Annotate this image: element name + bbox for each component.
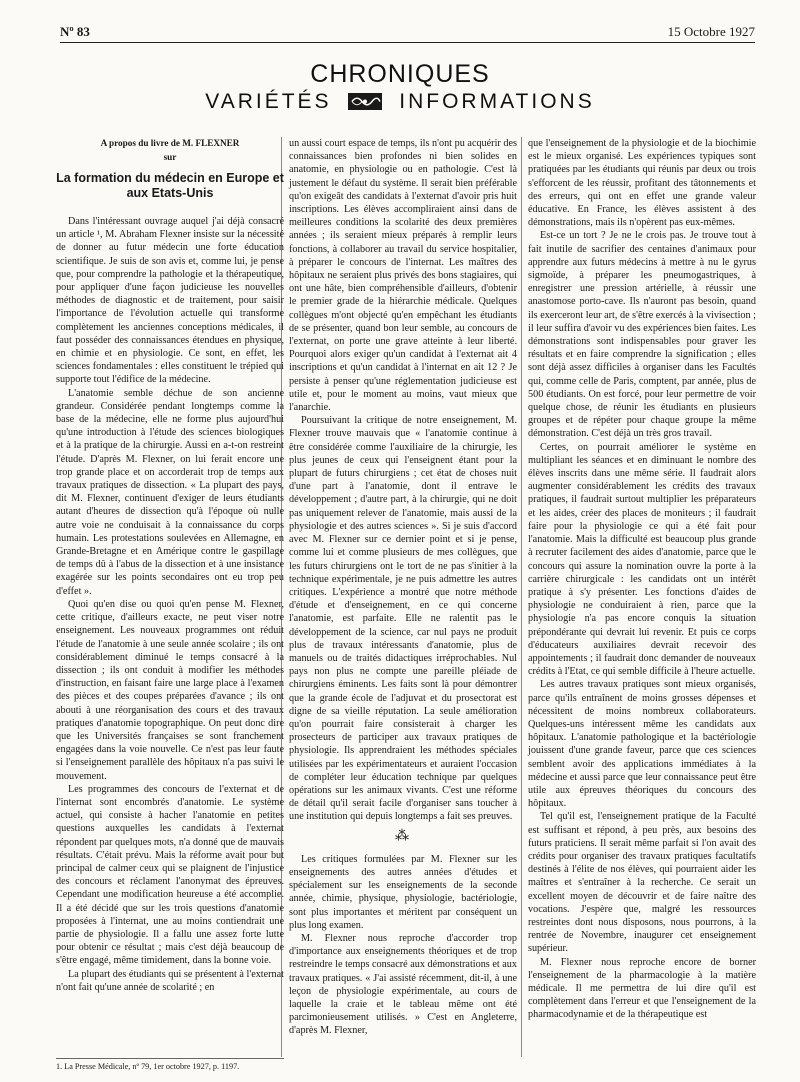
paragraph: un aussi court espace de temps, ils n'ont pu acquérir des connaissances bien profondes ni bien solides en anatomie, en physiologie ou en pathologie. C'est là justement le défaut du système. Il serait bien préférable qu'on exigeât des candidats à l'externat d'avoir pris huit inscriptions. Les élèves accompliraient ainsi dans de meilleures conditions la scolarité des deux premières années ; ils seraient mieux préparés à remplir leurs fonctions, à collaborer au travail du service hospitalier, à préparer le concours de l'internat. Les maîtres des hôpitaux ne seraient plus privés des bons stagiaires, qui ont une hâte, bien compréhensible d'ailleurs, d'obtenir le premier grade de la hiérarchie médicale. Quelques collègues m'ont objecté qu'en empêchant les étudiants de se présenter, quand bon leur semble, au concours de l'externat, on porte une grave atteinte à leur liberté. Pourquoi alors exiger qu'un candidat à l'externat ait 4 inscriptions et qu'un candidat à l'internat en ait 12 ? Je persiste à penser qu'une réglementation judicieuse est utile et, pour le moment au moins, vaut mieux que l'anarchie. (289, 138, 517, 414)
article-intro: A propos du livre de M. FLEXNER (100, 138, 240, 148)
paragraph: L'anatomie semble déchue de son ancienne grandeur. Considérée pendant longtemps comme la base de la médecine, elle ne forme plus aujourd'hui qu'une introduction à l'étude des sciences biologiques et à la pratique de la chirurgie. Aussi en a-t-on restreint l'étude. D'après M. Flexner, on lui ferait encore une trop grande place et on accorderait trop de temps aux travaux pratiques de dissection. « La plupart des pays, dit M. Flexner, continuent d'exiger de leurs étudiants autant d'heures de dissection qu'à l'époque où nulle autre voie ne conduisait à la connaissance du corps humain. Les protestations soulevées en Allemagne, en Grande-Bretagne et en Amérique contre le gaspillage de temps dû à l'abus de la dissection et à une insistance exagérée sur les points secondaires ont eu trop peu d'effet ». (56, 387, 284, 597)
column-1 (56, 137, 284, 994)
paragraph: M. Flexner nous reproche d'accorder trop d'importance aux enseignements théoriques et de trop restreindre le temps consacré aux démonstrations et aux travaux pratiques. « J'ai assisté récemment, dit-il, à une leçon de physiologie expérimentale, au cours de laquelle la craie et le tableau même ont été parcimonieusement utilisés. » C'est en Angleterre, d'après M. Flexner, (289, 932, 517, 1037)
paragraph: que l'enseignement de la physiologie et de la biochimie est le mieux organisé. Les expériences typiques sont pratiquées par les étudiants qui réunis par deux ou trois s'efforcent de les réussir, profitant des tâtonnements et des erreurs, qui ont en effet une grande valeur éducative. En France, les élèves assistent à des démonstrations, mais ils n'opèrent pas eux-mêmes. (528, 138, 756, 229)
section-break-asterism: ⁂ (395, 828, 411, 844)
paragraph: Les autres travaux pratiques sont mieux organisés, parce qu'ils entraînent de moins grosses dépenses et nécessitent de moins nombreux collaborateurs. Quelques-uns intéressent même les candidats aux hôpitaux. L'anatomie pathologique et la bactériologie jouissent d'une grande faveur, parce que ces sciences semblent avoir des applications immédiates à la médecine et aussi parce que leur connaissance peut être utile aux épreuves théoriques du concours des hôpitaux. (528, 679, 756, 810)
paragraph: Les programmes des concours de l'externat et de l'internat sont encombrés d'anatomie. Le système actuel, qui consiste à hacher l'anatomie en petites questions auxquelles les candidats à l'externat répondent par quelques mots, n'a donné que de mauvais résultats. C'était prévu. Mais la réforme avait pour but principal de calmer ceux qui se plaignent de l'injustice des concours et réclament l'anonymat des épreuves. Cependant une modification heureuse a été accomplie. Il a été décidé que sur les trois questions d'anatomie proposées à l'internat, une au moins contiendrait une partie de physiologie. Il a fallu une assez forte lutte pour obtenir ce résultat ; mais c'est déjà beaucoup de s'être engagé, même timidement, dans la bonne voie. (56, 783, 284, 967)
page-header-rule (60, 22, 755, 43)
issue-number: Nº 83 (60, 24, 90, 39)
paragraph: Les critiques formulées par M. Flexner sur les enseignements des autres années d'études et spécialement sur les enseignements de la seconde année, chimie, physique, physiologie, bactériologie, sont plus importantes et méritent par conséquent un plus long examen. (289, 853, 517, 931)
issue-date: 15 Octobre 1927 (667, 24, 755, 39)
section-subtitle (0, 90, 800, 114)
paragraph: Certes, on pourrait améliorer le système en multipliant les séances et en diminuant le nombre des élèves inscrits dans une même série. Il faudrait alors augmenter considérablement les crédits des travaux pratiques, il faudrait surtout multiplier les préparateurs et les aides, créer des places de moniteurs ; il faudrait faire pour la physiologie ce qui a été fait pour l'anatomie. Mais la difficulté est beaucoup plus grande à recruter facilement des aides d'anatomie, parce que le concours qui assure la nomination ouvre la porte à la carrière chirurgicale : les candidats ont un intérêt pratique à s'y présenter. Les fonctions d'aides de physiologie ne conduiraient à rien, parce que la physiologie n'a pas encore conquis la situation prépondérante qui devrait lui revenir. Et puis ce corps d'éducateurs auxiliaires devrait recevoir des appointements ; il faudrait donc demander de nouveaux crédits à l'Etat, ce qui semble difficile à l'heure actuelle. (528, 441, 756, 678)
column-3 (528, 137, 756, 1022)
paragraph: Dans l'intéressant ouvrage auquel j'ai déjà consacré un article ¹, M. Abraham Flexner insiste sur la nécessité de donner au futur médecin une forte éducation scientifique. Je suis de son avis et, comme lui, je pense que, pour comprendre la pathologie et la thérapeutique, pour appliquer d'une façon judicieuse les nouvelles méthodes de diagnostic et de traitement, pour saisir l'importance de l'évolution actuelle qui transforme complètement les anciennes conceptions médicales, il faut posséder des connaissances étendues en physique, en chimie et en physiologie. Ce sont, en effet, les sciences fondamentales : elles constituent le trépied qui supporte tout l'édifice de la médecine. (56, 216, 284, 386)
ornament-icon (348, 93, 382, 110)
section-title: CHRONIQUES (310, 60, 490, 88)
paragraph: M. Flexner nous reproche encore de borner l'enseignement de la pharmacologie à la matière médicale. Il me permettra de lui dire qu'il est complètement dans l'erreur et que l'enseignement de la pharmacodynamie et de la thérapeutique est (528, 956, 756, 1021)
section-varietes: VARIÉTÉS (205, 90, 332, 113)
article-intro-sur: sur (163, 152, 177, 162)
paragraph: Quoi qu'en dise ou quoi qu'en pense M. Flexner, cette critique, d'ailleurs exacte, ne peut viser notre enseignement. Les nouveaux programmes ont réduit l'étude de l'anatomie à une seule année scolaire ; ils ont considérablement diminué le temps consacré à la dissection ; ils ont conduit à modifier les méthodes d'instruction, en faisant faire une large place à l'examen des pièces et des coupes préparées d'avance ; ils ont abouti à une réorganisation des cours et des travaux pratiques d'anatomie topographique. On peut donc dire que les Universités françaises se sont franchement engagées dans la voie nouvelle. Ce n'est pas leur faute si l'enseignement parallèle des hôpitaux n'a pas suivi le mouvement. (56, 598, 284, 782)
footnote: 1. La Presse Médicale, nº 79, 1er octobre 1927, p. 1197. (56, 1058, 284, 1071)
column-divider (521, 137, 522, 1057)
article-title: La formation du médecin en Europe et aux Etats-Unis (56, 171, 284, 200)
paragraph: Tel qu'il est, l'enseignement pratique de la Faculté est suffisant et répond, à peu près, aux besoins des futurs praticiens. Il serait même parfait si l'on avait des crédits pour organiser des travaux pratiques facultatifs destinés à l'élite de nos élèves, qui pourraient aider les maîtres et s'entraîner à la recherche. Ce serait un excellent moyen de découvrir et de faire naître des vocations. J'espère que, malgré les ressources restreintes dont nous disposons, nous pourrons, à la rentrée de Novembre, inaugurer cet enseignement supérieur. (528, 811, 756, 955)
column-2 (289, 137, 517, 1038)
section-informations: INFORMATIONS (399, 90, 595, 113)
paragraph: Poursuivant la critique de notre enseignement, M. Flexner trouve mauvais que « l'anatomie continue à être considérée comme l'auxiliaire de la chirurgie, les plus jeunes de ceux qui l'enseignent étant pour la plupart de futurs chirurgiens ; cet état de choses nuit d'une part à l'anatomie, dont il entrave le développement ; d'autre part, à la chirurgie, qui ne doit pas uniquement relever de l'anatomie, mais aussi de la physiologie et des autres sciences ». Si je suis d'accord avec M. Flexner sur ce dernier point et si je pense, comme lui et comme plusieurs de mes collègues, que les futurs chirurgiens ont le tort de ne pas s'initier à la technique expérimentale, je ne puis admettre les autres critiques. L'expérience a montré que notre méthode d'étude et d'enseignement, en ce qui concerne l'anatomie, est parfaite. Elle ne ralentit pas le développement de la science, car nul pays ne produit plus de travaux intéressants d'anatomie, plus de manuels ou de traités didactiques irréprochables. Nul pays non plus ne compte une pareille pléiade de chirurgiens éminents. Les faits sont là pour démontrer que la grande école de l'adjuvat et du prosectorat est digne de sa vieille réputation. La seule amélioration qu'on pourrait faire consisterait à charger les prosecteurs de participer aux travaux pratiques de physiologie. Ils apprendraient les méthodes spéciales utilisées par les expérimentateurs et auraient l'occasion de compléter leur éducation technique par quelques opérations sur les animaux vivants. C'est une réforme de détail qu'il serait facile d'organiser sans toucher à une institution qui depuis longtemps a fait ses preuves. (289, 415, 517, 823)
paragraph: Est-ce un tort ? Je ne le crois pas. Je trouve tout à fait inutile de sacrifier des centaines d'animaux pour apprendre aux futurs médecins à mettre à nu le gyrus sigmoïde, à préparer les pneumogastriques, à enregistrer une pression artérielle, à réussir une anastomose porto-cave. Ils n'auront pas besoin, quand ils exerceront leur art, de s'être exercés à la vivisection ; il leur suffira d'avoir vu des expériences bien faites. Les démonstrations sont indispensables pour graver les résultats et en faire comprendre la signification ; elles sont déjà assez difficiles à organiser dans les Facultés qui, comme celle de Paris, comptent, par année, plus de 500 étudiants. On est forcé, pour leur permettre de voir quelque chose, de réunir les étudiants en plusieurs groupes et de répéter pour chaque groupe la même démonstration. C'est déjà un très gros travail. (528, 230, 756, 440)
paragraph: La plupart des étudiants qui se présentent à l'externat n'ont fait qu'une année de scolarité ; en (56, 968, 284, 993)
